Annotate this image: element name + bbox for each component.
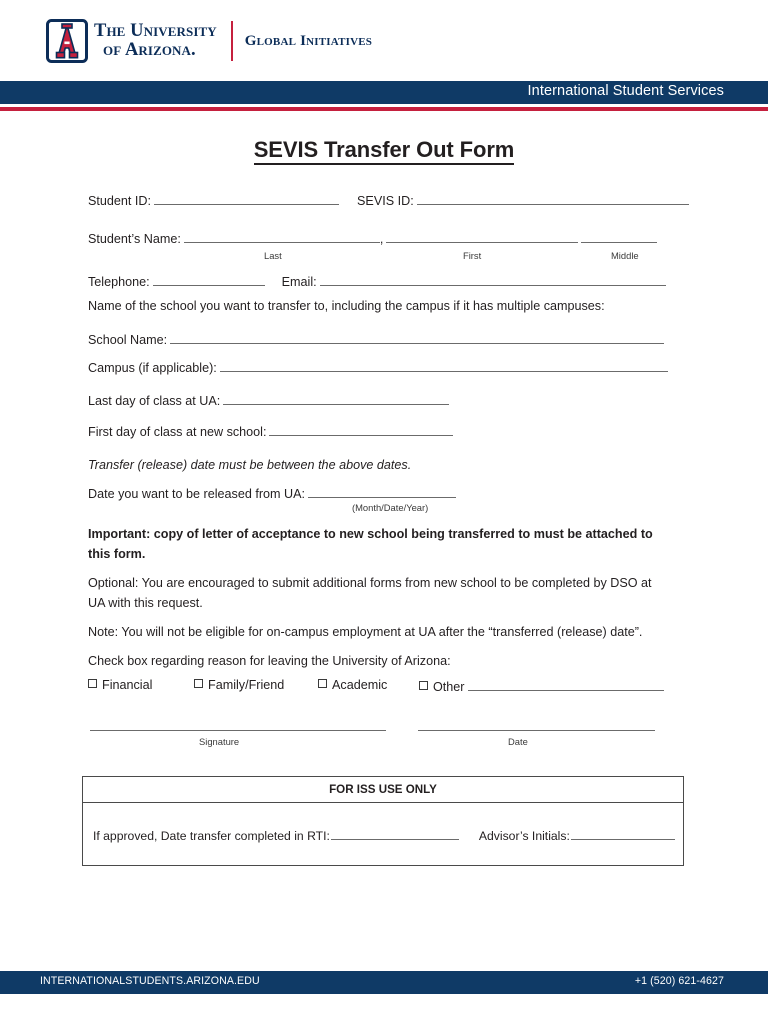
wordmark-line-2: of Arizona. <box>103 40 196 60</box>
rti-date-label: If approved, Date transfer completed in RTI: <box>93 829 330 843</box>
release-date-field[interactable] <box>308 485 456 498</box>
email-label: Email: <box>281 275 317 289</box>
release-date-format-caption: (Month/Date/Year) <box>352 502 429 513</box>
middle-name-field[interactable] <box>581 230 657 243</box>
reason-option-academic[interactable] <box>318 678 387 692</box>
last-day-label: Last day of class at UA: <box>88 394 221 408</box>
sevis-id-field[interactable] <box>417 192 689 205</box>
iss-box-fields-row <box>93 827 675 843</box>
optional-notice: Optional: You are encouraged to submit additional forms from new school to be completed by DSO at UA with this request. <box>88 576 652 610</box>
reason-label-financial: Financial <box>102 678 153 692</box>
first-day-field[interactable] <box>269 423 453 436</box>
last-day-field[interactable] <box>223 392 449 405</box>
university-wordmark <box>94 22 217 60</box>
telephone-label: Telephone: <box>88 275 150 289</box>
telephone-field[interactable] <box>153 273 265 286</box>
iss-box-header: FOR ISS USE ONLY <box>83 777 683 803</box>
checkbox-academic-icon[interactable] <box>318 679 327 688</box>
important-notice: Important: copy of letter of acceptance to new school being transferred to must be attached to this form. <box>88 527 653 561</box>
wordmark-line-1: The University <box>94 21 217 42</box>
sevis-id-label: SEVIS ID: <box>357 194 414 208</box>
student-id-label: Student ID: <box>88 194 152 208</box>
checkbox-financial-icon[interactable] <box>88 679 97 688</box>
school-name-label: School Name: <box>88 333 168 347</box>
campus-row <box>88 359 668 377</box>
last-name-field[interactable] <box>184 230 380 243</box>
employment-note: Note: You will not be eligible for on-campus employment at UA after the “transferred (release) date”. <box>88 625 643 639</box>
reason-label-academic: Academic <box>332 678 388 692</box>
reason-option-financial[interactable] <box>88 678 152 692</box>
middle-name-caption: Middle <box>611 250 639 261</box>
footer-phone[interactable]: +1 (520) 621-4627 <box>634 975 724 987</box>
signature-caption: Signature <box>199 736 240 747</box>
email-field[interactable] <box>320 273 666 286</box>
checkbox-instruction: Check box regarding reason for leaving the University of Arizona: <box>88 654 451 668</box>
reason-option-other[interactable] <box>419 678 664 694</box>
release-date-label: Date you want to be released from UA: <box>88 487 306 501</box>
first-name-field[interactable] <box>386 230 578 243</box>
university-logo-lockup <box>46 18 372 64</box>
last-name-caption: Last <box>264 250 282 261</box>
page-title <box>0 137 768 163</box>
subbrand-label: Global Initiatives <box>244 32 373 49</box>
page-title-text: SEVIS Transfer Out Form <box>254 137 515 165</box>
iss-box-body <box>83 803 683 865</box>
student-id-field[interactable] <box>154 192 339 205</box>
school-instruction: Name of the school you want to transfer to, including the campus if it has multiple campuses: <box>88 299 605 313</box>
date-line[interactable] <box>418 730 655 731</box>
first-day-label: First day of class at new school: <box>88 425 267 439</box>
iss-use-only-box <box>82 776 684 866</box>
checkbox-family-friend-icon[interactable] <box>194 679 203 688</box>
page-footer <box>0 971 768 994</box>
reason-option-family-friend[interactable] <box>194 678 284 692</box>
last-day-row <box>88 392 449 410</box>
campus-field[interactable] <box>220 359 668 372</box>
checkbox-other-icon[interactable] <box>419 681 428 690</box>
first-name-caption: First <box>463 250 482 261</box>
department-title: International Student Services <box>527 83 724 99</box>
school-name-row <box>88 331 664 349</box>
campus-label: Campus (if applicable): <box>88 361 217 375</box>
form-page <box>0 111 768 956</box>
student-name-label: Student’s Name: <box>88 232 181 246</box>
rti-date-field[interactable] <box>331 827 459 840</box>
advisor-initials-field[interactable] <box>571 827 675 840</box>
advisor-initials-label: Advisor’s Initials: <box>478 829 570 843</box>
date-caption: Date <box>508 736 528 747</box>
student-name-row: Student’s Name: , <box>88 230 657 248</box>
reason-label-other: Other <box>433 680 465 694</box>
lockup-divider <box>231 21 233 61</box>
release-date-row <box>88 485 456 503</box>
school-name-field[interactable] <box>170 331 664 344</box>
contact-row <box>88 273 666 291</box>
student-id-row <box>88 192 689 210</box>
first-day-row <box>88 423 453 441</box>
reason-other-field[interactable] <box>468 678 664 691</box>
reason-label-family-friend: Family/Friend <box>208 678 285 692</box>
page-masthead <box>0 0 768 80</box>
ua-block-a-logo-icon <box>46 19 88 63</box>
signature-line[interactable] <box>90 730 386 731</box>
footer-website[interactable]: INTERNATIONALSTUDENTS.ARIZONA.EDU <box>40 975 260 987</box>
navy-title-band <box>0 81 768 104</box>
release-date-note: Transfer (release) date must be between the above dates. <box>88 458 412 472</box>
